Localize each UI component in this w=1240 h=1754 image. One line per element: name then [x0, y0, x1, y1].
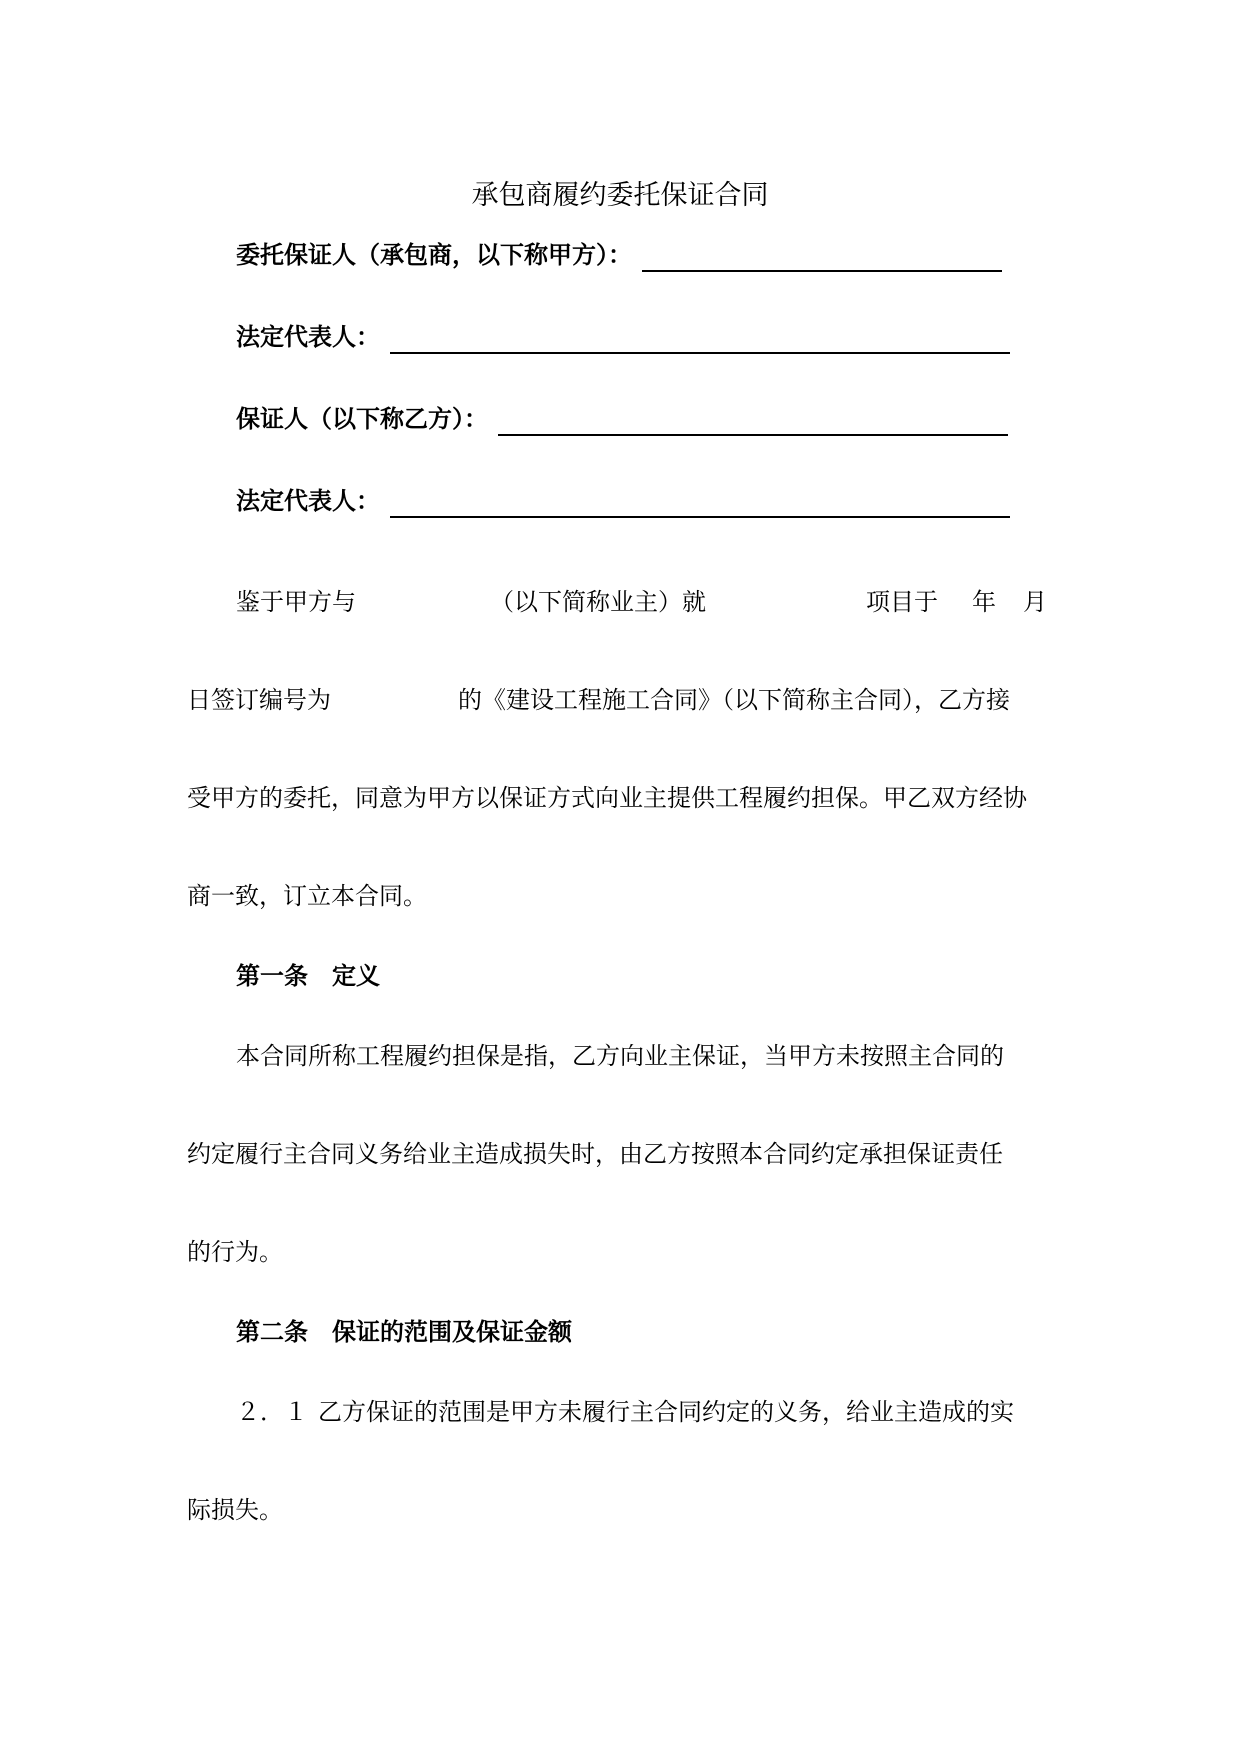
- preamble-line-2: [187, 680, 331, 720]
- preamble-text: 项目于: [866, 588, 938, 616]
- preamble-text: （以下简称业主）就: [490, 588, 706, 616]
- preamble-line-1-b: [490, 582, 706, 622]
- preamble-text: 日签订编号为: [187, 686, 331, 714]
- entrusting-guarantor-field: [236, 232, 1002, 272]
- article-1-line-1: 本合同所称工程履约担保是指，乙方向业主保证，当甲方未按照主合同的: [236, 1042, 1004, 1070]
- blank-line: [390, 322, 1010, 354]
- article-2-heading: 第二条 保证的范围及保证金额: [236, 1318, 572, 1346]
- article-2-line-2: 际损失。: [187, 1496, 283, 1524]
- field-label: 法定代表人：: [236, 487, 380, 515]
- preamble-text: 年: [972, 588, 996, 616]
- article-2-line-1: 乙方保证的范围是甲方未履行主合同约定的义务，给业主造成的实: [318, 1398, 1014, 1426]
- preamble-text: 月: [1023, 588, 1047, 616]
- clause-number: ２．１: [236, 1398, 308, 1426]
- guarantor-field: [236, 396, 1008, 436]
- field-label: 保证人（以下称乙方）：: [236, 405, 488, 433]
- preamble-text: 的《建设工程施工合同》（以下简称主合同），乙方接: [458, 686, 1010, 714]
- document-title: 承包商履约委托保证合同: [471, 180, 769, 211]
- preamble-line-1-d: [972, 582, 996, 622]
- blank-line: [498, 404, 1008, 436]
- preamble-text: 鉴于甲方与: [236, 588, 356, 616]
- preamble-line-1: [236, 582, 356, 622]
- preamble-line-4: 商一致，订立本合同。: [187, 882, 427, 910]
- legal-representative-field-1: [236, 314, 1010, 354]
- article-1-line-2: 约定履行主合同义务给业主造成损失时，由乙方按照本合同约定承担保证责任: [187, 1140, 1003, 1168]
- preamble-line-2-b: [458, 680, 1010, 720]
- preamble-line-3: 受甲方的委托，同意为甲方以保证方式向业主提供工程履约担保。甲乙双方经协: [187, 784, 1027, 812]
- legal-representative-field-2: [236, 478, 1010, 518]
- preamble-line-1-e: [1023, 582, 1047, 622]
- article-1-heading: 第一条 定义: [236, 962, 380, 990]
- blank-line: [642, 240, 1002, 272]
- preamble-line-1-c: [866, 582, 938, 622]
- blank-line: [390, 486, 1010, 518]
- article-1-line-3: 的行为。: [187, 1238, 283, 1266]
- field-label: 委托保证人（承包商，以下称甲方）：: [236, 241, 632, 269]
- field-label: 法定代表人：: [236, 323, 380, 351]
